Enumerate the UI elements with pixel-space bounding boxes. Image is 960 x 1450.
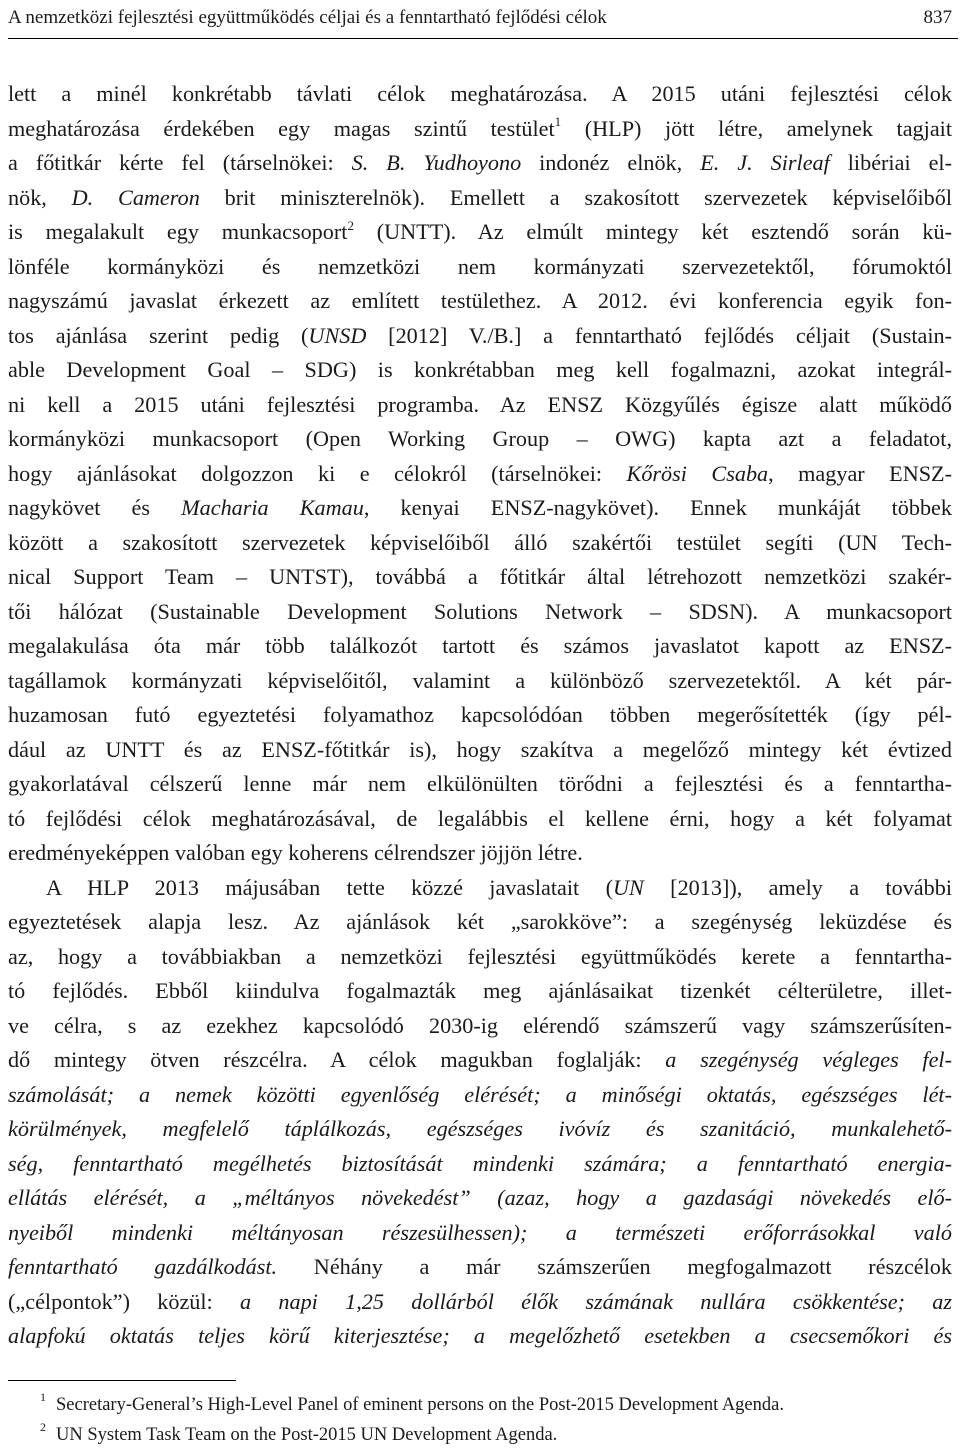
text-line: tagállamok kormányzati képviselőitől, valamint a különböző szervezetektől. A két pár-: [8, 667, 952, 693]
text-line: nagyszámú javaslat érkezett az említett testülethez. A 2012. évi konferencia egyik fon-: [8, 288, 952, 313]
footnote-ref-2: 2: [347, 217, 354, 233]
text-line: a főtitkár kérte fel (társelnökei: S. B. Yudhoyono indonéz elnök, E. J. Sirleaf libériai el-: [8, 150, 952, 175]
footnote-rule: [8, 1380, 236, 1381]
text-line: ni kell a 2015 utáni fejlesztési programba. Az ENSZ Közgyűlés égisze alatt működő: [8, 391, 952, 417]
text-line: körülmények, megfelelő táplálkozás, egészséges ivóvíz és szanitáció, munkalehető-: [8, 1116, 952, 1141]
text-line: alapfokú oktatás teljes körű kiterjesztése; a megelőzhető esetekben a csecsemőkori és: [8, 1323, 952, 1348]
text-line: tos ajánlása szerint pedig (UNSD [2012] V./B.] a fenntartható fejlődés céljait (Sustain-: [8, 322, 952, 348]
text-line: A HLP 2013 májusában tette közzé javaslatait (UN [2013]), amely a további: [46, 874, 952, 900]
text-line: gyakorlatával célszerű lenne már nem elkülönülten törődni a fejlesztési és a fenntartha-: [8, 771, 952, 796]
text-line: nagykövet és Macharia Kamau, kenyai ENSZ-nagykövet). Ennek munkáját többek: [8, 495, 952, 520]
text-line: megalakulása óta már több találkozót tartott és számos javaslatot kapott az ENSZ-: [8, 633, 952, 658]
footnote-text: Secretary-General’s High-Level Panel of eminent persons on the Post-2015 Development Agenda.: [56, 1395, 784, 1415]
text-line: az, hogy a továbbiakban a nemzetközi fejlesztési együttműködés kerete a fenntartha-: [8, 943, 952, 969]
text-line: nical Support Team – UNTST), továbbá a főtitkár által létrehozott nemzetközi szakér-: [8, 564, 952, 589]
text-line: tó fejlődés. Ebből kiindulva fogalmazták meg ajánlásaikat tizenkét célterületre, illet-: [8, 978, 952, 1003]
text-line: kormányközi munkacsoport (Open Working Group – OWG) kapta azt a feladatot,: [8, 426, 952, 451]
text-line: ve célra, s az ezekhez kapcsolódó 2030-ig elérendő számszerű vagy számszerűsíten-: [8, 1012, 952, 1038]
text-line: ség, fenntartható megélhetés biztosítását mindenki számára; a fenntartható energia-: [8, 1150, 952, 1176]
running-header: [8, 6, 952, 34]
text-line: huzamosan futó egyeztetési folyamathoz kapcsolódóan többen megerősítették (így pél-: [8, 702, 952, 727]
footnote-number: 1: [40, 1390, 46, 1404]
page-number: 837: [923, 7, 952, 28]
footnote-ref-1: 1: [554, 114, 562, 130]
text-line: dő mintegy ötven részcélra. A célok magukban foglalják: a szegénység végleges fel-: [8, 1047, 952, 1072]
text-line: lönféle kormányközi és nemzetközi nem kormányzati szervezetektől, fórumoktól: [8, 253, 952, 279]
text-line: ellátás elérését, a „méltányos növekedést” (azaz, hogy a gazdasági növekedés elő-: [8, 1185, 952, 1210]
text-line: fenntartható gazdálkodást. Néhány a már számszerűen megfogalmazott részcélok: [8, 1254, 952, 1279]
text-line: egyeztetések alapja lesz. Az ajánlások két „sarokköve”: a szegénység leküzdése és: [8, 909, 952, 934]
text-line: meghatározása érdekében egy magas szintű testület$^1$ (HLP) jött létre, amelynek tagjait: [8, 114, 952, 141]
footnote-number: 2: [40, 1420, 46, 1434]
text-line: számolását; a nemek közötti egyenlőség elérését; a minőségi oktatás, egészséges lét-: [8, 1081, 952, 1107]
text-line: között a szakosított szervezetek képviselőiből álló szakértői testület segíti (UN Tech-: [8, 529, 952, 555]
text-line: eredményeképpen valóban egy koherens célrendszer jöjjön létre.: [8, 840, 583, 865]
text-line: able Development Goal – SDG) is konkrétabban meg kell fogalmazni, azokat integrál-: [8, 357, 952, 382]
text-line: lett a minél konkrétabb távlati célok meghatározása. A 2015 utáni fejlesztési célok: [8, 81, 952, 106]
footnote-text: UN System Task Team on the Post-2015 UN Development Agenda.: [56, 1425, 558, 1445]
running-header-title: A nemzetközi fejlesztési együttműködés céljai és a fenntartható fejlődési célok: [8, 7, 607, 28]
header-rule: [8, 38, 958, 39]
text-line: hogy ajánlásokat dolgozzon ki e célokról (társelnökei: Kőrösi Csaba, magyar ENSZ-: [8, 460, 952, 486]
text-line: nök, D. Cameron brit miniszterelnök). Emellett a szakosított szervezetek képviselőiből: [8, 184, 952, 210]
text-line: („célpontok”) közül: a napi 1,25 dollárból élők számának nullára csökkentése; az: [8, 1288, 952, 1314]
text-line: dául az UNTT és az ENSZ-főtitkár is), hogy szakítva a megelőző mintegy két évtized: [8, 736, 952, 762]
text-line: is megalakult egy munkacsoport$^2$ (UNTT). Az elmúlt mintegy két esztendő során kü-: [8, 217, 952, 244]
text-line: tó fejlődési célok meghatározásával, de legalábbis el kellene érni, hogy a két folyamat: [8, 805, 952, 831]
text-line: nyeiből mindenki méltányosan részesülhessen); a természeti erőforrásokkal való: [8, 1219, 952, 1245]
text-line: tői hálózat (Sustainable Development Solutions Network – SDSN). A munkacsoport: [8, 598, 952, 624]
